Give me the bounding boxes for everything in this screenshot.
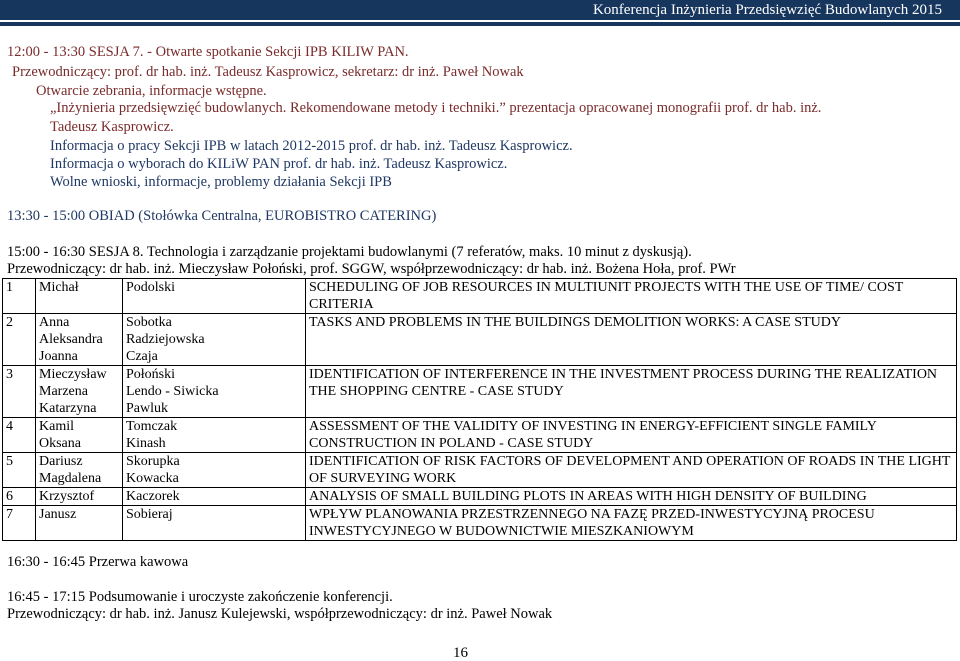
table-row: [3, 418, 957, 453]
session7-item-free-motions: Wolne wnioski, informacje, problemy działania Sekcji IPB: [50, 174, 392, 190]
author-last-names: Połoński Lendo - Siwicka Pawluk: [123, 366, 306, 418]
session7-item-elections: Informacja o wyborach do KILiW PAN prof. dr hab. inż. Tadeusz Kasprowicz.: [50, 156, 508, 172]
session7-item-monograph-cont: Tadeusz Kasprowicz.: [50, 119, 174, 135]
paper-title: TASKS AND PROBLEMS IN THE BUILDINGS DEMOLITION WORKS: A CASE STUDY: [306, 314, 957, 366]
paper-number: 3: [3, 366, 36, 418]
paper-number: 4: [3, 418, 36, 453]
paper-number: 7: [3, 506, 36, 541]
paper-number: 1: [3, 279, 36, 314]
session7-item-section-work: Informacja o pracy Sekcji IPB w latach 2012-2015 prof. dr hab. inż. Tadeusz Kasprowicz.: [50, 138, 573, 154]
session7-heading: 12:00 - 13:30 SESJA 7. - Otwarte spotkanie Sekcji IPB KILIW PAN.: [7, 44, 409, 60]
session7-item-opening: Otwarcie zebrania, informacje wstępne.: [36, 83, 267, 99]
author-first-names: Dariusz Magdalena: [36, 453, 123, 488]
closing-chairs: Przewodniczący: dr hab. inż. Janusz Kulejewski, współprzewodniczący: dr inż. Paweł Nowak: [7, 606, 553, 622]
table-row: [3, 314, 957, 366]
papers-table: [2, 278, 957, 541]
table-row: [3, 453, 957, 488]
author-last-names: Podolski: [123, 279, 306, 314]
session8-chairs: Przewodniczący: dr hab. inż. Mieczysław Połoński, prof. SGGW, współprzewodniczący: dr hab. inż. Bożena Hoła, prof. PWr: [7, 261, 736, 277]
lunch-break: 13:30 - 15:00 OBIAD (Stołówka Centralna, EUROBISTRO CATERING): [7, 208, 437, 224]
coffee-break: 16:30 - 16:45 Przerwa kawowa: [7, 554, 189, 570]
session8-heading: 15:00 - 16:30 SESJA 8. Technologia i zarządzanie projektami budowlanymi (7 referatów, maks. 10 minut z dyskusją).: [7, 244, 692, 260]
author-last-names: Tomczak Kinash: [123, 418, 306, 453]
paper-number: 5: [3, 453, 36, 488]
table-row: [3, 506, 957, 541]
paper-title: ASSESSMENT OF THE VALIDITY OF INVESTING IN ENERGY-EFFICIENT SINGLE FAMILY CONSTRUCTION IN POLAND - CASE STUDY: [306, 418, 957, 453]
paper-title: WPŁYW PLANOWANIA PRZESTRZENNEGO NA FAZĘ PRZED-INWESTYCYJNĄ PROCESU INWESTYCYJNEGO W BUDOWNICTWIE MIESZKANIOWYM: [306, 506, 957, 541]
paper-title: SCHEDULING OF JOB RESOURCES IN MULTIUNIT PROJECTS WITH THE USE OF TIME/ COST CRITERIA: [306, 279, 957, 314]
table-row: [3, 488, 957, 506]
header-rule: [0, 22, 960, 26]
author-first-names: Mieczysław Marzena Katarzyna: [36, 366, 123, 418]
table-row: [3, 366, 957, 418]
author-last-names: Kaczorek: [123, 488, 306, 506]
paper-title: IDENTIFICATION OF INTERFERENCE IN THE INVESTMENT PROCESS DURING THE REALIZATION THE SHOPPING CENTRE - CASE STUDY: [306, 366, 957, 418]
page-number: 16: [453, 645, 468, 661]
conference-title: Konferencja Inżynieria Przedsięwzięć Budowlanych 2015: [592, 2, 942, 18]
author-first-names: Krzysztof: [36, 488, 123, 506]
paper-title: ANALYSIS OF SMALL BUILDING PLOTS IN AREAS WITH HIGH DENSITY OF BUILDING: [306, 488, 957, 506]
paper-title: IDENTIFICATION OF RISK FACTORS OF DEVELOPMENT AND OPERATION OF ROADS IN THE LIGHT OF SURVEYING WORK: [306, 453, 957, 488]
table-row: [3, 279, 957, 314]
session7-item-monograph: „Inżynieria przedsięwzięć budowlanych. Rekomendowane metody i techniki.” prezentacja opracowanej monografii prof. dr hab. inż.: [50, 100, 822, 116]
author-last-names: Sobotka Radziejowska Czaja: [123, 314, 306, 366]
paper-number: 2: [3, 314, 36, 366]
author-first-names: Anna Aleksandra Joanna: [36, 314, 123, 366]
author-last-names: Sobieraj: [123, 506, 306, 541]
author-first-names: Janusz: [36, 506, 123, 541]
paper-number: 6: [3, 488, 36, 506]
session7-chairs: Przewodniczący: prof. dr hab. inż. Tadeusz Kasprowicz, sekretarz: dr inż. Paweł Nowak: [12, 64, 524, 80]
author-first-names: Michał: [36, 279, 123, 314]
header-bar: [0, 0, 960, 20]
author-last-names: Skorupka Kowacka: [123, 453, 306, 488]
author-first-names: Kamil Oksana: [36, 418, 123, 453]
closing-heading: 16:45 - 17:15 Podsumowanie i uroczyste zakończenie konferencji.: [7, 589, 393, 605]
